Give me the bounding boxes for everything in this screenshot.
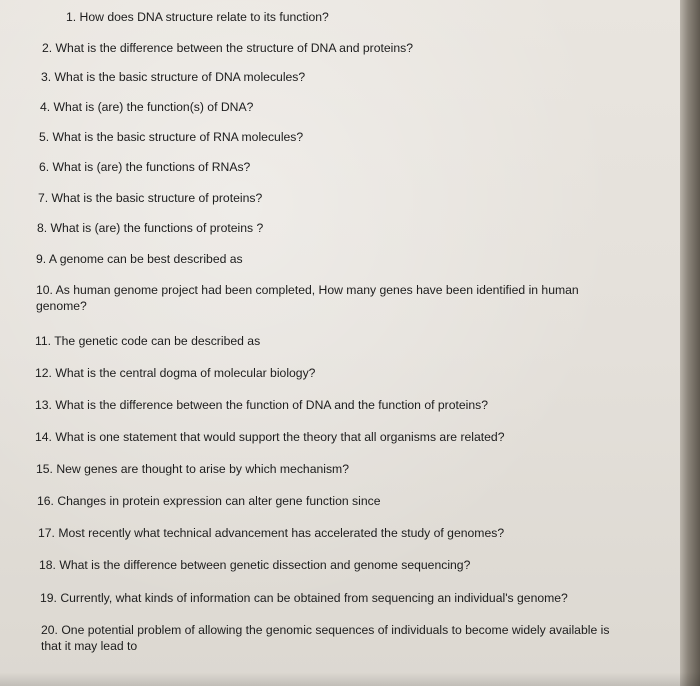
question-12: 12. What is the central dogma of molecular biology? bbox=[35, 366, 316, 380]
question-6: 6. What is (are) the functions of RNAs? bbox=[39, 160, 251, 174]
question-13: 13. What is the difference between the function of DNA and the function of proteins? bbox=[35, 398, 489, 412]
question-1: 1. How does DNA structure relate to its function? bbox=[66, 10, 329, 24]
question-8: 8. What is (are) the functions of proteins ? bbox=[37, 221, 264, 235]
page-edge-shadow bbox=[680, 0, 700, 686]
question-18: 18. What is the difference between genetic dissection and genome sequencing? bbox=[39, 558, 471, 572]
question-20: 20. One potential problem of allowing the genomic sequences of individuals to become widely available is that it may lead to bbox=[41, 623, 610, 653]
bottom-shadow bbox=[0, 672, 700, 686]
question-4: 4. What is (are) the function(s) of DNA? bbox=[40, 100, 254, 114]
question-10: 10. As human genome project had been completed, How many genes have been identified in human genome? bbox=[36, 283, 579, 313]
question-17: 17. Most recently what technical advancement has accelerated the study of genomes? bbox=[38, 526, 505, 540]
question-7: 7. What is the basic structure of proteins? bbox=[38, 191, 263, 205]
question-19: 19. Currently, what kinds of information can be obtained from sequencing an individual's genome? bbox=[40, 591, 568, 605]
question-15: 15. New genes are thought to arise by which mechanism? bbox=[36, 462, 349, 476]
question-5: 5. What is the basic structure of RNA molecules? bbox=[39, 130, 304, 144]
question-14: 14. What is one statement that would support the theory that all organisms are related? bbox=[35, 430, 505, 444]
question-3: 3. What is the basic structure of DNA molecules? bbox=[41, 70, 306, 84]
question-2: 2. What is the difference between the structure of DNA and proteins? bbox=[42, 41, 414, 55]
question-9: 9. A genome can be best described as bbox=[36, 252, 243, 266]
question-16: 16. Changes in protein expression can alter gene function since bbox=[37, 494, 381, 508]
question-11: 11. The genetic code can be described as bbox=[35, 334, 261, 348]
